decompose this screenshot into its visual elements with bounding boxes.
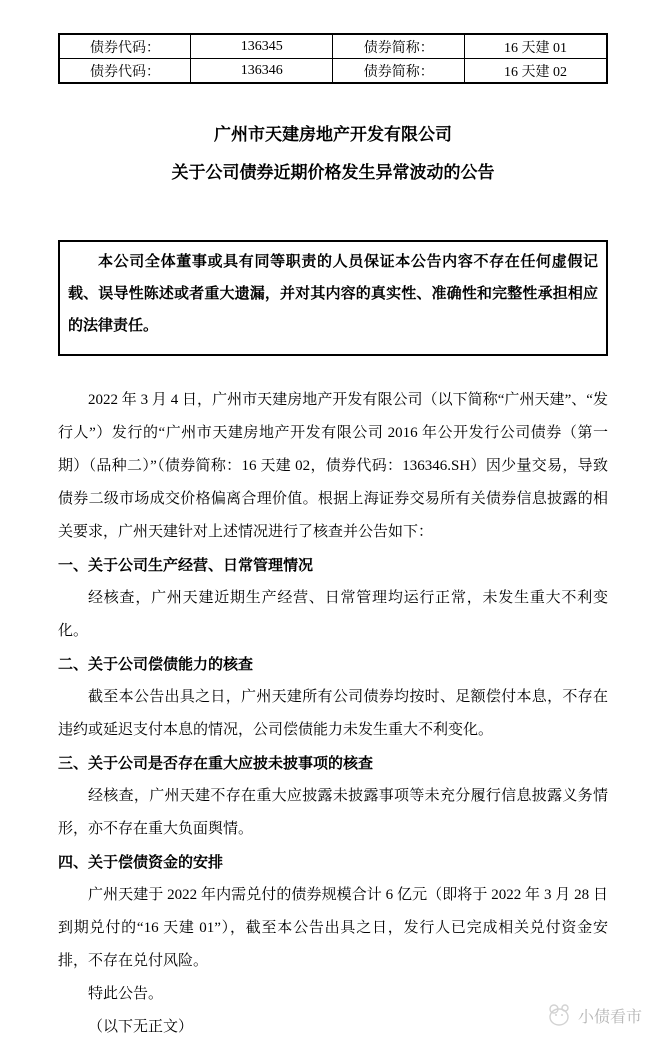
bond-code-value: 136346 <box>191 59 333 84</box>
disclaimer-text: 本公司全体董事或具有同等职责的人员保证本公告内容不存在任何虚假记载、误导性陈述或者重大遗漏，并对其内容的真实性、准确性和完整性承担相应的法律责任。 <box>68 254 598 334</box>
closing-line: 特此公告。 <box>88 986 164 1002</box>
bond-code-value: 136345 <box>191 34 333 59</box>
section-2-text: 截至本公告出具之日，广州天建所有公司债券均按时、足额偿付本息，不存在违约或延迟支付本息的情况，公司偿债能力未发生重大不利变化。 <box>58 689 608 738</box>
bond-name-value: 16 天建 02 <box>465 59 608 84</box>
section-4-heading: 四、关于偿债资金的安排 <box>58 854 224 871</box>
section-1-text: 经核查，广州天建近期生产经营、日常管理均运行正常，未发生重大不利变化。 <box>58 590 608 639</box>
bond-name-label: 债券简称： <box>333 59 465 84</box>
section-1-heading: 一、关于公司生产经营、日常管理情况 <box>58 557 314 574</box>
intro-paragraph: 2022 年 3 月 4 日，广州市天建房地产开发有限公司（以下简称“广州天建”、“发行人”）发行的“广州市天建房地产开发有限公司 2016 年公开发行公司债券（第一期）（品种二）”（债券简称：16 天建 02，债券代码：136346.SH）因少量交易，导致债券二级市场成交价格偏离合理价值。根据上海证券交易所有关债券信息披露的相关要求，广州天建针对上述情况进行了核查并公告如下： <box>58 392 608 540</box>
document-title <box>58 116 608 192</box>
section-2-heading: 二、关于公司偿债能力的核查 <box>58 656 254 673</box>
section-4-text: 广州天建于 2022 年内需兑付的债券规模合计 6 亿元（即将于 2022 年 3 月 28 日到期兑付的“16 天建 01”），截至本公告出具之日，发行人已完成相关兑付资金安排，不存在兑付风险。 <box>58 887 608 969</box>
bond-name-value: 16 天建 01 <box>465 34 608 59</box>
bond-name-label: 债券简称： <box>333 34 465 59</box>
section-3-heading: 三、关于公司是否存在重大应披未披事项的核查 <box>58 755 374 772</box>
disclaimer-box <box>58 240 608 356</box>
no-more-text-line: （以下无正文） <box>88 1019 194 1035</box>
watermark-text: 小债看市 <box>577 1008 642 1026</box>
watermark <box>546 1003 642 1027</box>
title-line-2: 关于公司债券近期价格发生异常波动的公告 <box>171 163 495 182</box>
bond-code-label: 债券代码： <box>59 34 191 59</box>
panda-logo-icon <box>546 1003 573 1027</box>
bond-code-label: 债券代码： <box>59 59 191 84</box>
bond-code-table <box>58 33 608 84</box>
table-row <box>59 59 607 84</box>
section-3-text: 经核查，广州天建不存在重大应披露未披露事项等未充分履行信息披露义务情形，亦不存在重大负面舆情。 <box>58 788 608 837</box>
title-line-1: 广州市天建房地产开发有限公司 <box>214 125 452 144</box>
announcement-body <box>58 384 608 1043</box>
table-row <box>59 34 607 59</box>
